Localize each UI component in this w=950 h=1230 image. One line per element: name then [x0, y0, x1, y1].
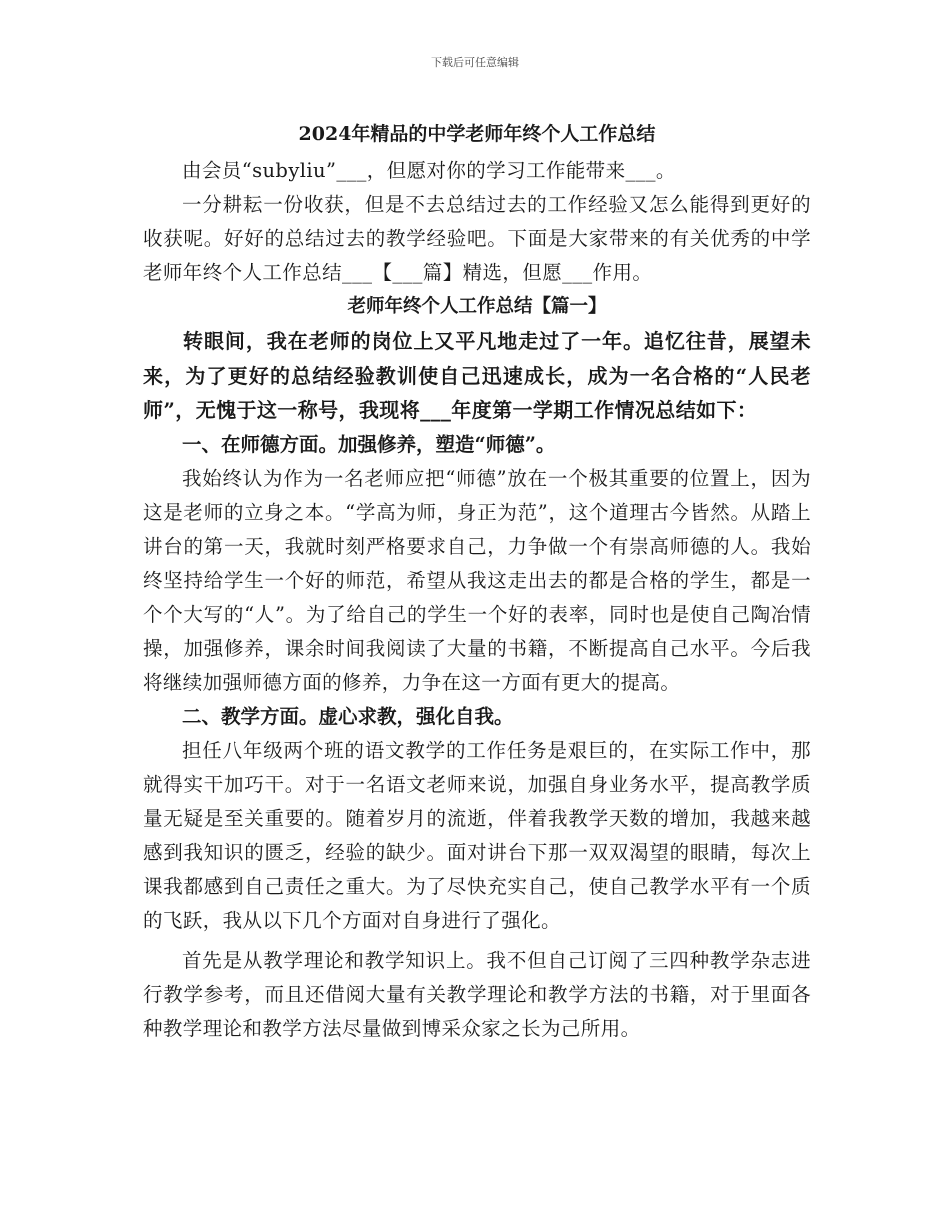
heading-teaching: 二、教学方面。虚心求教，强化自我。: [182, 704, 514, 728]
teaching-paragraph: 担任八年级两个班的语文教学的工作任务是艰巨的，在实际工作中，那就得实干加巧干。对于一名语文老师来说，加强自身业务水平，提高教学质量无疑是至关重要的。随着岁月的流逝，伴着我教学天数的增加，我越来越感到我知识的匮乏，经验的缺少。面对讲台下那一双双渴望的眼睛，每次上课我都感到自己责任之重大。为了尽快充实自己，使自己教学水平有一个质的飞跃，我从以下几个方面对自身进行了强化。: [143, 738, 811, 932]
intro-paragraph-2: 一分耕耘一份收获，但是不去总结过去的工作经验又怎么能得到更好的收获呢。好好的总结过去的教学经验吧。下面是大家带来的有关优秀的中学老师年终个人工作总结___【___篇】精选，但愿___作用。: [143, 193, 811, 284]
lead-paragraph: 转眼间，我在老师的岗位上又平凡地走过了一年。追忆往昔，展望未来，为了更好的总结经验教训使自己迅速成长，成为一名合格的“人民老师”，无愧于这一称号，我现将___年度第一学期工作情况总结如下：: [143, 329, 811, 422]
page-header-note: 下载后可任意编辑: [431, 56, 519, 69]
document-body: [143, 118, 811, 1046]
intro-paragraph-1: 由会员“subyliu”___，但愿对你的学习工作能带来___。: [182, 159, 676, 182]
section-title: 老师年终个人工作总结【篇一】: [347, 296, 607, 317]
heading-ethics: 一、在师德方面。加强修养，塑造“师德”。: [182, 432, 556, 456]
document-title: 2024年精品的中学老师年终个人工作总结: [298, 123, 656, 145]
theory-paragraph: 首先是从教学理论和教学知识上。我不但自己订阅了三四种教学杂志进行教学参考，而且还借阅大量有关教学理论和教学方法的书籍，对于里面各种教学理论和教学方法尽量做到博采众家之长为己所用。: [143, 948, 811, 1040]
ethics-paragraph: 我始终认为作为一名老师应把“师德”放在一个极其重要的位置上，因为这是老师的立身之本。“学高为师，身正为范”，这个道理古今皆然。从踏上讲台的第一天，我就时刻严格要求自己，力争做一个有崇高师德的人。我始终坚持给学生一个好的师范，希望从我这走出去的都是合格的学生，都是一个个大写的“人”。为了给自己的学生一个好的表率，同时也是使自己陶冶情操，加强修养，课余时间我阅读了大量的书籍，不断提高自己水平。今后我将继续加强师德方面的修养，力争在这一方面有更大的提高。: [143, 466, 811, 694]
